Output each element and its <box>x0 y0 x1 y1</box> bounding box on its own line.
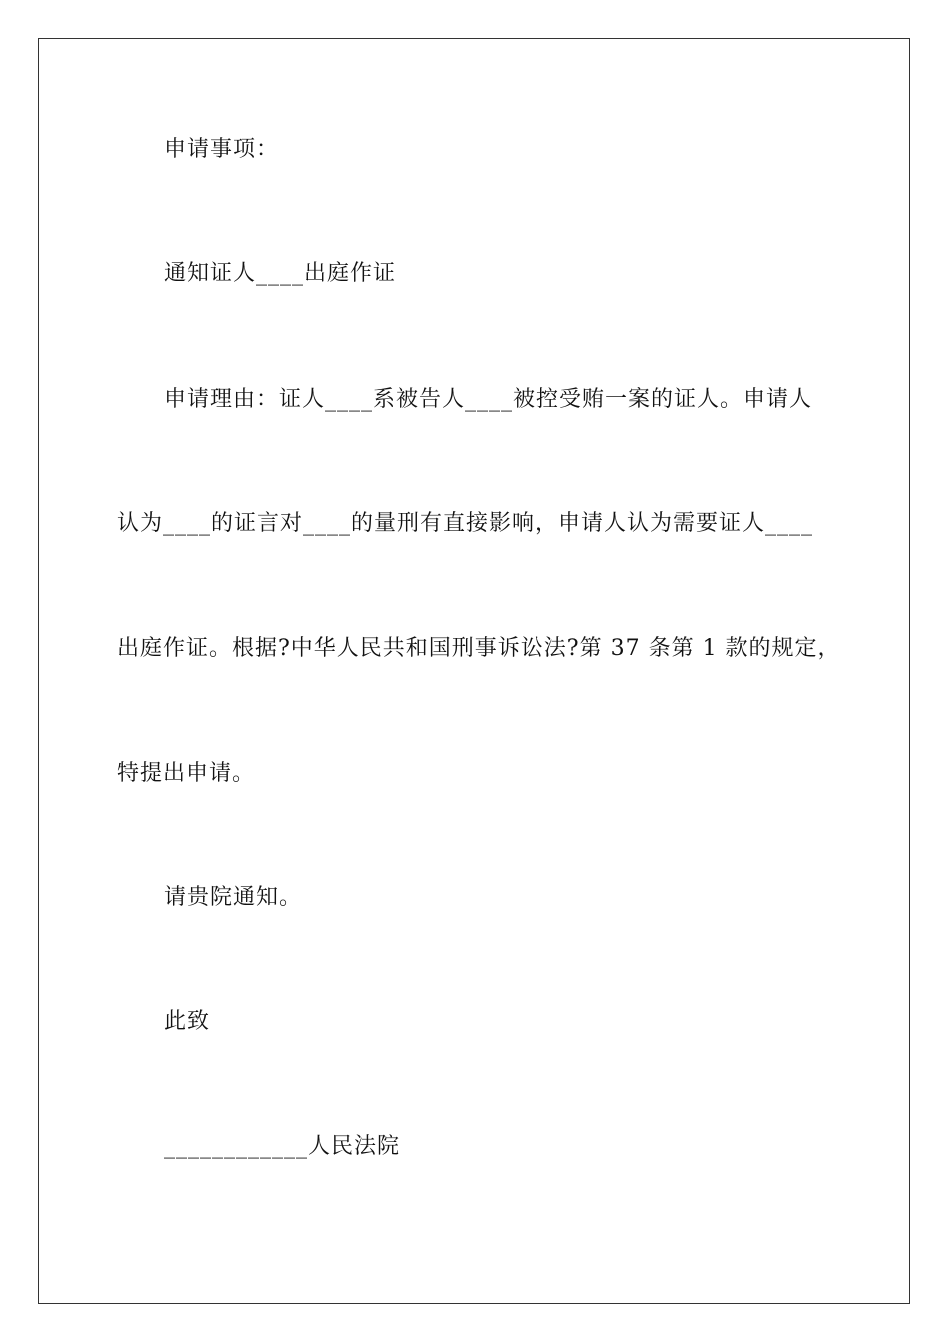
section-heading-items: 申请事项： <box>164 137 280 162</box>
reason-line-4: 特提出申请。 <box>117 761 256 786</box>
page-frame <box>38 38 910 1304</box>
reason-line-3: 出庭作证。根据?中华人民共和国刑事诉讼法?第 37 条第 1 款的规定， <box>117 636 841 661</box>
reason-line-1: 申请理由：证人____系被告人____被控受贿一案的证人。申请人 <box>164 387 813 412</box>
reason-line-2: 认为____的证言对____的量刑有直接影响，申请人认为需要证人____ <box>117 511 814 536</box>
salutation: 此致 <box>164 1009 211 1034</box>
court-recipient: ____________人民法院 <box>164 1134 401 1159</box>
request-closing: 请贵院通知。 <box>164 885 303 910</box>
request-item-text: 通知证人____出庭作证 <box>164 261 397 286</box>
